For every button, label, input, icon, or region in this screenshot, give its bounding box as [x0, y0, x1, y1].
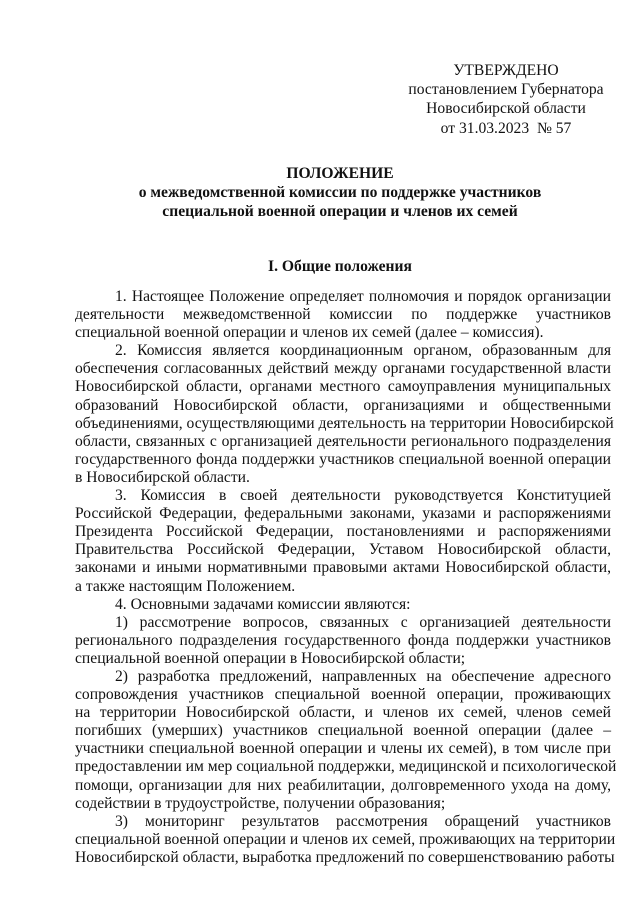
document-title	[40, 164, 640, 222]
body-line: на территории Новосибирской области, и членов их семей, членов семей	[75, 704, 611, 722]
body-line: 1) рассмотрение вопросов, связанных с организацией деятельности	[115, 613, 611, 631]
body-line: Президента Российской Федерации, постановлениями и распоряжениями	[75, 523, 611, 541]
body-line: Правительства Российской Федерации, Уставом Новосибирской области,	[75, 541, 611, 559]
body-line: участники специальной военной операции и члены их семей), в том числе при	[75, 740, 611, 758]
document-body	[75, 288, 617, 867]
title-line: ПОЛОЖЕНИЕ	[286, 165, 394, 182]
body-line: 2) разработка предложений, направленных на обеспечение адресного	[115, 667, 611, 685]
body-line: 2. Комиссия является координационным органом, образованным для	[115, 342, 611, 360]
approval-line: постановлением Губернатора	[408, 81, 604, 99]
title-line: специальной военной операции и членов их семей	[162, 203, 518, 221]
body-line: в Новосибирской области.	[75, 468, 250, 486]
body-line: объединениями, осуществляющими деятельность на территории Новосибирской	[75, 414, 614, 432]
approval-line: Новосибирской области	[426, 100, 586, 118]
body-line: деятельности межведомственной комиссии по поддержке участников	[75, 306, 611, 324]
body-line: помощи, организации для них реабилитации, долговременного ухода на дому,	[75, 776, 611, 794]
section-heading: I. Общие положения	[268, 258, 412, 275]
title-line: о межведомственной комиссии по поддержке участников	[138, 184, 542, 202]
body-line: погибших (умерших) участников специальной военной операции (далее –	[75, 722, 611, 740]
body-line: содействии в трудоустройстве, получении образования;	[75, 794, 446, 812]
body-line: обеспечения согласованных действий между органами государственной власти	[75, 360, 611, 378]
body-line: государственного фонда поддержки участников специальной военной операции	[75, 450, 611, 468]
approval-line: от 31.03.2023 № 57	[440, 119, 572, 137]
body-line: а также настоящим Положением.	[75, 577, 296, 595]
body-line: образований Новосибирской области, организациями и общественными	[75, 396, 611, 414]
body-line: регионального подразделения государственного фонда поддержки участников	[75, 631, 611, 649]
body-line: 1. Настоящее Положение определяет полномочия и порядок организации	[115, 288, 611, 305]
body-line: Российской Федерации, федеральными законами, указами и распоряжениями	[75, 505, 611, 523]
body-line: 3) мониторинг результатов рассмотрения обращений участников	[115, 812, 611, 830]
body-line: 3. Комиссия в своей деятельности руководствуется Конституцией	[115, 487, 611, 505]
body-line: Новосибирской области, выработка предложений по совершенствованию работы	[75, 848, 615, 866]
approval-line: УТВЕРЖДЕНО	[453, 62, 559, 79]
body-line: законами и иными нормативными правовыми актами Новосибирской области,	[75, 559, 611, 577]
body-line: специальной военной операции и членов их семей, проживающих на территории	[75, 830, 616, 848]
body-line: 4. Основными задачами комиссии являются:	[115, 595, 411, 613]
body-line: специальной военной операции и членов их семей (далее – комиссия).	[75, 324, 544, 342]
body-line: области, связанных с организацией деятельности регионального подразделения	[75, 432, 611, 450]
body-line: Новосибирской области, органами местного самоуправления муниципальных	[75, 378, 611, 396]
body-line: специальной военной операции в Новосибирской области;	[75, 649, 466, 667]
body-line: предоставлении им мер социальной поддержки, медицинской и психологической	[75, 758, 617, 776]
approval-stamp	[395, 61, 617, 138]
body-line: сопровождения участников специальной военной операции, проживающих	[75, 686, 611, 704]
